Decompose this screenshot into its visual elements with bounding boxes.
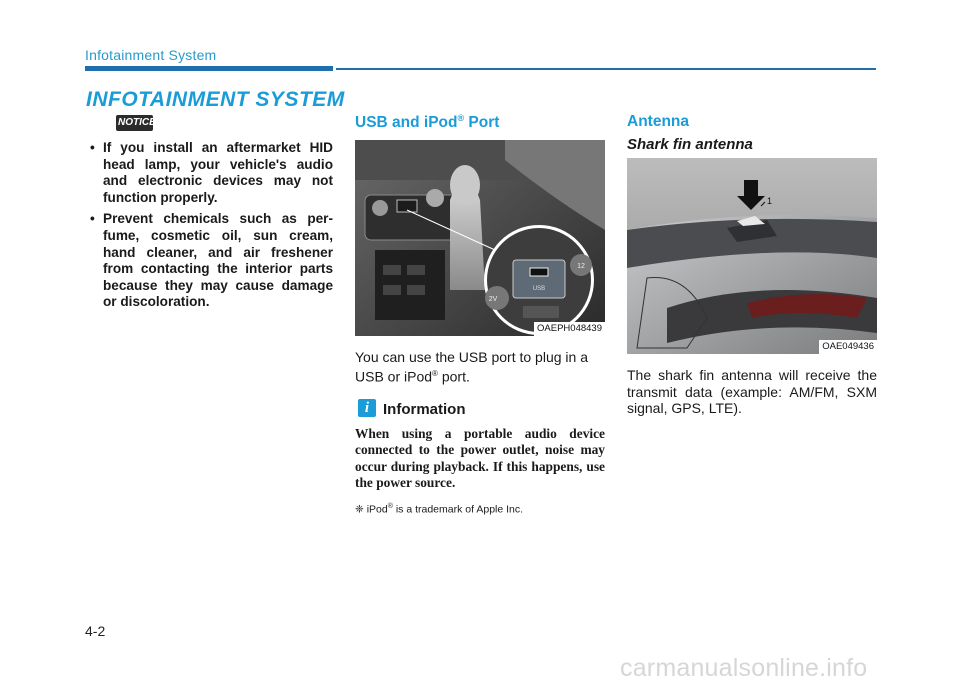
trademark-note — [355, 503, 523, 516]
antenna-description: The shark fin antenna will receive the transmit data (example: AM/FM, SXM signal, GPS, LTE). — [627, 367, 877, 416]
shark-fin-photo — [627, 158, 877, 354]
registered-mark: ® — [387, 503, 393, 510]
usb-label: USB — [532, 286, 546, 292]
information-icon: i — [358, 399, 376, 417]
watermark: carmanualsonline.info — [620, 654, 868, 682]
console-illustration — [355, 140, 605, 336]
notice-item: • If you install an aftermarket HID head lamp, your vehicle's audio and electronic devices may not function properly. — [88, 140, 333, 206]
2v-label: 2V — [488, 296, 498, 303]
car-roof-illustration — [627, 158, 877, 354]
notice-list — [88, 140, 333, 316]
header-rule — [336, 68, 876, 70]
header-rule-dark — [85, 66, 333, 71]
usb-text-end: port. — [437, 368, 470, 385]
notice-item: • Prevent chemicals such as per-fume, cosmetic oil, sun cream, hand cleaner, and air freshener from contacting the interior parts because they may cause damage or discoloration. — [88, 211, 333, 311]
running-header: Infotainment System — [85, 47, 217, 63]
12v-label: 12 — [577, 263, 585, 270]
notice-badge: NOTICE — [116, 115, 153, 131]
usb-text: You can use the USB port to plug in a USB or iPod — [355, 349, 588, 385]
usb-heading-suffix: Port — [464, 114, 500, 132]
trademark-text: ❈ iPod — [355, 503, 388, 516]
page-title: INFOTAINMENT SYSTEM — [86, 88, 345, 111]
information-text: When using a portable audio device connected to the power outlet, noise may occur during playback. If this happens, use the power source. — [355, 426, 605, 491]
usb-port-photo — [355, 140, 605, 336]
registered-mark: ® — [457, 113, 465, 123]
page-number: 4-2 — [85, 623, 106, 639]
usb-heading-text: USB and iPod — [355, 114, 458, 132]
antenna-heading: Antenna — [627, 113, 689, 130]
registered-mark: ® — [432, 368, 438, 378]
image-code: OAEPH048439 — [534, 322, 605, 336]
usb-description — [355, 349, 605, 385]
image-code: OAE049436 — [819, 340, 877, 354]
callout-label: 1 — [767, 196, 773, 206]
shark-fin-subheading: Shark fin antenna — [627, 136, 753, 153]
usb-heading — [355, 113, 499, 132]
information-title: Information — [383, 401, 466, 418]
trademark-text-end: is a trademark of Apple Inc. — [392, 503, 524, 516]
